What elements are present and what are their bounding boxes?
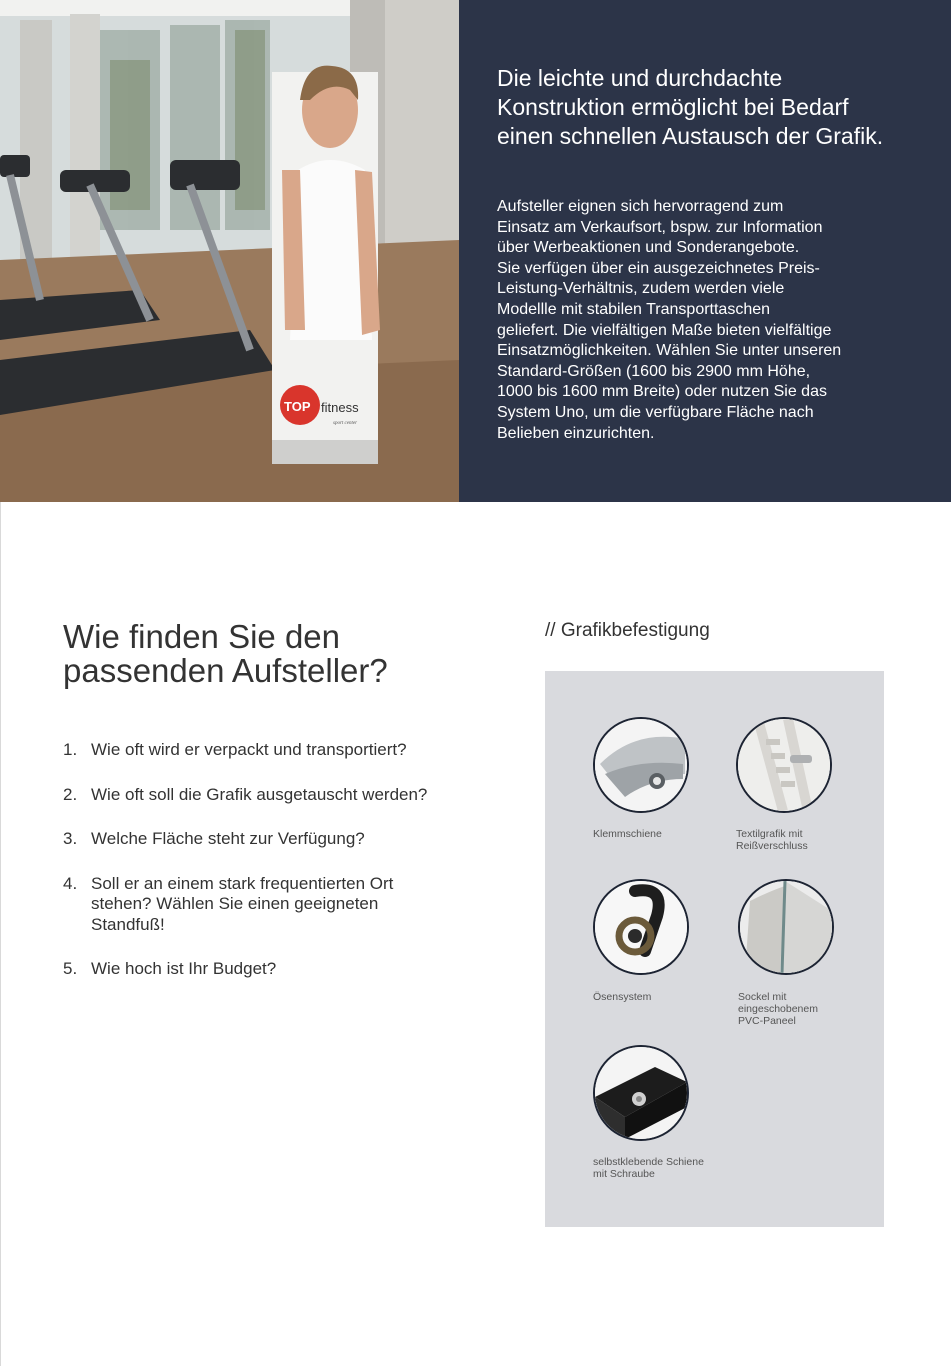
grafik-caption: Ösensystem — [593, 991, 652, 1003]
questions-list — [63, 740, 463, 980]
banner-logo-word: fitness — [321, 400, 359, 415]
list-item — [63, 829, 463, 850]
list-item — [63, 959, 463, 980]
questions-title: Wie finden Sie den passenden Aufsteller? — [63, 618, 388, 689]
grafik-caption: Sockel mit eingeschobenem PVC-Paneel — [738, 991, 818, 1027]
grafik-caption: Klemmschiene — [593, 828, 662, 840]
list-text: Wie oft wird er verpackt und transportiert? — [91, 740, 407, 759]
grafik-title: // Grafikbefestigung — [545, 620, 710, 641]
list-number: 5. — [63, 959, 78, 978]
klemmschiene-icon — [593, 717, 689, 813]
banner-logo-tagline: sport center — [333, 421, 358, 426]
list-item — [63, 740, 463, 761]
hero-body-text: Aufsteller eignen sich hervorragend zum Einsatz am Verkaufsort, bspw. zur Information über Werbeaktionen und Sonderangebote. Sie verfügen über ein ausgezeichnetes Preis- Leistung-Verhältnis, zudem werden viele Modellle mit stabilen Transporttaschen geliefert. Die vielfältigen Maße bieten vielfältige Einsatzmöglichkeiten. Wählen Sie unter unseren Standard-Größen (1600 bis 2900 mm Höhe, 1000 bis 1600 mm Breite) oder nutzen Sie das System Uno, um die verfügbare Fläche nach Belieben einzurichten. — [497, 198, 842, 442]
banner-logo-brand: TOP — [284, 399, 311, 414]
list-item — [63, 785, 463, 806]
base-panel-icon — [738, 879, 834, 975]
zipper-icon — [736, 717, 832, 813]
adhesive-rail-icon — [593, 1045, 689, 1141]
hero-photo — [0, 0, 459, 502]
eyelet-hook-icon — [593, 879, 689, 975]
list-number: 3. — [63, 829, 78, 848]
list-number: 2. — [63, 784, 78, 804]
list-text: Welche Fläche steht zur Verfügung? — [91, 829, 365, 848]
list-text: Wie hoch ist Ihr Budget? — [91, 959, 277, 978]
list-text: Wie oft soll die Grafik ausgetauscht werden? — [91, 784, 428, 804]
list-text: Soll er an einem stark frequentierten Ort stehen? Wählen Sie einen geeigneten Standfuß! — [91, 873, 394, 934]
hero-headline: Die leichte und durchdachte Konstruktion ermöglicht bei Bedarf einen schnellen Austausch der Grafik. — [497, 65, 884, 149]
list-item — [63, 874, 463, 936]
list-number: 4. — [63, 873, 78, 893]
list-number: 1. — [63, 740, 78, 759]
hero-text-panel — [459, 0, 951, 502]
grafik-caption: selbstklebende Schiene mit Schraube — [593, 1156, 704, 1180]
grafik-panel — [545, 671, 884, 1227]
grafik-caption: Textilgrafik mit Reißverschluss — [736, 828, 808, 852]
